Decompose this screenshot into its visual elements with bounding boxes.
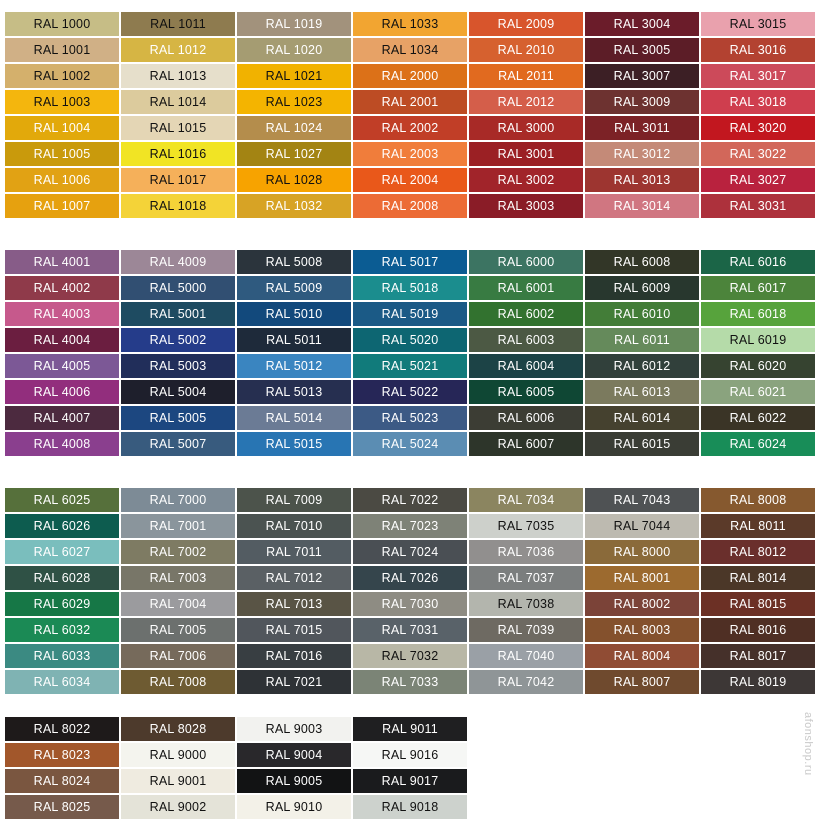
color-swatch: RAL 9017 [353,769,467,793]
color-swatch: RAL 7034 [469,488,583,512]
color-swatch: RAL 2012 [469,90,583,114]
color-swatch: RAL 1002 [5,64,119,88]
color-swatch: RAL 7021 [237,670,351,694]
color-swatch: RAL 6028 [5,566,119,590]
color-swatch: RAL 2001 [353,90,467,114]
color-swatch: RAL 5008 [237,250,351,274]
color-swatch: RAL 1023 [237,90,351,114]
color-swatch: RAL 3031 [701,194,815,218]
color-swatch: RAL 4003 [5,302,119,326]
color-swatch: RAL 2010 [469,38,583,62]
color-swatch: RAL 2009 [469,12,583,36]
color-swatch: RAL 7016 [237,644,351,668]
color-swatch: RAL 1027 [237,142,351,166]
color-swatch: RAL 2008 [353,194,467,218]
ral-block-3 [5,488,815,694]
color-swatch: RAL 1003 [5,90,119,114]
color-swatch: RAL 6001 [469,276,583,300]
color-swatch: RAL 4006 [5,380,119,404]
color-swatch: RAL 1019 [237,12,351,36]
color-swatch: RAL 2004 [353,168,467,192]
color-swatch: RAL 1018 [121,194,235,218]
color-swatch: RAL 8007 [585,670,699,694]
color-swatch: RAL 6027 [5,540,119,564]
color-swatch: RAL 1000 [5,12,119,36]
color-swatch: RAL 7005 [121,618,235,642]
color-swatch: RAL 5022 [353,380,467,404]
color-swatch: RAL 3000 [469,116,583,140]
color-swatch: RAL 6029 [5,592,119,616]
color-swatch: RAL 1007 [5,194,119,218]
color-swatch: RAL 3001 [469,142,583,166]
ral-block-2 [5,250,815,456]
color-swatch: RAL 9001 [121,769,235,793]
color-swatch: RAL 8002 [585,592,699,616]
color-swatch: RAL 7043 [585,488,699,512]
color-swatch: RAL 4001 [5,250,119,274]
color-swatch: RAL 6018 [701,302,815,326]
color-swatch: RAL 4005 [5,354,119,378]
color-swatch: RAL 3011 [585,116,699,140]
color-swatch: RAL 5017 [353,250,467,274]
color-swatch: RAL 7044 [585,514,699,538]
color-swatch: RAL 1001 [5,38,119,62]
ral-block-4 [5,717,467,819]
color-swatch: RAL 5015 [237,432,351,456]
color-swatch: RAL 5019 [353,302,467,326]
color-swatch: RAL 7031 [353,618,467,642]
color-swatch: RAL 4004 [5,328,119,352]
color-swatch: RAL 7024 [353,540,467,564]
color-swatch: RAL 5009 [237,276,351,300]
color-swatch: RAL 7012 [237,566,351,590]
color-swatch: RAL 8014 [701,566,815,590]
color-swatch: RAL 8003 [585,618,699,642]
color-swatch: RAL 8022 [5,717,119,741]
color-swatch: RAL 6005 [469,380,583,404]
color-swatch: RAL 6011 [585,328,699,352]
color-swatch: RAL 7011 [237,540,351,564]
color-swatch: RAL 9003 [237,717,351,741]
color-swatch: RAL 6008 [585,250,699,274]
color-swatch: RAL 5021 [353,354,467,378]
color-swatch: RAL 5002 [121,328,235,352]
color-swatch: RAL 6022 [701,406,815,430]
color-swatch: RAL 6024 [701,432,815,456]
color-swatch: RAL 9018 [353,795,467,819]
color-swatch: RAL 3007 [585,64,699,88]
color-swatch: RAL 3022 [701,142,815,166]
color-swatch: RAL 7004 [121,592,235,616]
color-swatch: RAL 6016 [701,250,815,274]
color-swatch: RAL 7040 [469,644,583,668]
color-swatch: RAL 5003 [121,354,235,378]
color-swatch: RAL 8015 [701,592,815,616]
color-swatch: RAL 7039 [469,618,583,642]
color-swatch: RAL 5007 [121,432,235,456]
color-swatch: RAL 1012 [121,38,235,62]
color-swatch: RAL 7038 [469,592,583,616]
color-swatch: RAL 5010 [237,302,351,326]
color-swatch: RAL 9016 [353,743,467,767]
color-swatch: RAL 6020 [701,354,815,378]
color-swatch: RAL 3017 [701,64,815,88]
color-swatch: RAL 1004 [5,116,119,140]
color-swatch: RAL 7010 [237,514,351,538]
color-swatch: RAL 6014 [585,406,699,430]
color-swatch: RAL 6017 [701,276,815,300]
color-swatch: RAL 5001 [121,302,235,326]
color-swatch: RAL 9002 [121,795,235,819]
color-swatch: RAL 7035 [469,514,583,538]
ral-block-1 [5,12,815,218]
color-swatch: RAL 9005 [237,769,351,793]
color-swatch: RAL 7037 [469,566,583,590]
color-swatch: RAL 7036 [469,540,583,564]
color-swatch: RAL 1032 [237,194,351,218]
color-swatch: RAL 3027 [701,168,815,192]
color-swatch: RAL 1013 [121,64,235,88]
color-swatch: RAL 5013 [237,380,351,404]
color-swatch: RAL 4009 [121,250,235,274]
color-swatch: RAL 6006 [469,406,583,430]
color-swatch: RAL 7009 [237,488,351,512]
color-swatch: RAL 3005 [585,38,699,62]
color-swatch: RAL 7023 [353,514,467,538]
color-swatch: RAL 3009 [585,90,699,114]
color-swatch: RAL 7015 [237,618,351,642]
color-swatch: RAL 4002 [5,276,119,300]
color-swatch: RAL 6000 [469,250,583,274]
color-swatch: RAL 7003 [121,566,235,590]
color-swatch: RAL 6032 [5,618,119,642]
color-swatch: RAL 1033 [353,12,467,36]
color-swatch: RAL 4008 [5,432,119,456]
color-swatch: RAL 6003 [469,328,583,352]
color-swatch: RAL 9000 [121,743,235,767]
color-swatch: RAL 3012 [585,142,699,166]
color-swatch: RAL 8023 [5,743,119,767]
color-swatch: RAL 6004 [469,354,583,378]
color-swatch: RAL 9010 [237,795,351,819]
color-swatch: RAL 1034 [353,38,467,62]
color-swatch: RAL 1020 [237,38,351,62]
color-swatch: RAL 6015 [585,432,699,456]
color-swatch: RAL 8019 [701,670,815,694]
watermark-text: afonshop.ru [802,712,814,776]
color-swatch: RAL 6002 [469,302,583,326]
color-swatch: RAL 6019 [701,328,815,352]
color-swatch: RAL 6007 [469,432,583,456]
color-swatch: RAL 6033 [5,644,119,668]
color-swatch: RAL 1015 [121,116,235,140]
color-swatch: RAL 2000 [353,64,467,88]
color-swatch: RAL 5005 [121,406,235,430]
color-swatch: RAL 8012 [701,540,815,564]
color-swatch: RAL 3015 [701,12,815,36]
color-swatch: RAL 8000 [585,540,699,564]
color-swatch: RAL 1006 [5,168,119,192]
color-swatch: RAL 7002 [121,540,235,564]
color-swatch: RAL 7006 [121,644,235,668]
color-swatch: RAL 7032 [353,644,467,668]
color-swatch: RAL 7013 [237,592,351,616]
color-swatch: RAL 5023 [353,406,467,430]
color-swatch: RAL 5014 [237,406,351,430]
color-swatch: RAL 9004 [237,743,351,767]
color-swatch: RAL 5018 [353,276,467,300]
color-swatch: RAL 3003 [469,194,583,218]
color-swatch: RAL 8011 [701,514,815,538]
color-swatch: RAL 5012 [237,354,351,378]
color-swatch: RAL 2003 [353,142,467,166]
color-swatch: RAL 5024 [353,432,467,456]
color-swatch: RAL 8004 [585,644,699,668]
color-swatch: RAL 7008 [121,670,235,694]
color-swatch: RAL 3016 [701,38,815,62]
color-swatch: RAL 7026 [353,566,467,590]
color-swatch: RAL 3013 [585,168,699,192]
color-swatch: RAL 7033 [353,670,467,694]
color-swatch: RAL 8001 [585,566,699,590]
color-swatch: RAL 5011 [237,328,351,352]
color-swatch: RAL 5020 [353,328,467,352]
color-swatch: RAL 7030 [353,592,467,616]
color-swatch: RAL 5000 [121,276,235,300]
color-swatch: RAL 6009 [585,276,699,300]
color-swatch: RAL 1014 [121,90,235,114]
color-swatch: RAL 6025 [5,488,119,512]
color-swatch: RAL 1028 [237,168,351,192]
color-swatch: RAL 8008 [701,488,815,512]
color-swatch: RAL 6021 [701,380,815,404]
color-swatch: RAL 2002 [353,116,467,140]
color-swatch: RAL 3018 [701,90,815,114]
color-swatch: RAL 2011 [469,64,583,88]
color-swatch: RAL 1021 [237,64,351,88]
color-swatch: RAL 6010 [585,302,699,326]
color-swatch: RAL 1016 [121,142,235,166]
color-swatch: RAL 8017 [701,644,815,668]
color-swatch: RAL 8025 [5,795,119,819]
color-swatch: RAL 7042 [469,670,583,694]
color-swatch: RAL 8016 [701,618,815,642]
color-swatch: RAL 7000 [121,488,235,512]
color-swatch: RAL 5004 [121,380,235,404]
color-swatch: RAL 6013 [585,380,699,404]
color-swatch: RAL 6012 [585,354,699,378]
color-swatch: RAL 3020 [701,116,815,140]
color-swatch: RAL 7022 [353,488,467,512]
color-swatch: RAL 1005 [5,142,119,166]
color-swatch: RAL 1011 [121,12,235,36]
color-swatch: RAL 3002 [469,168,583,192]
color-swatch: RAL 1017 [121,168,235,192]
color-swatch: RAL 6026 [5,514,119,538]
color-swatch: RAL 9011 [353,717,467,741]
color-swatch: RAL 1024 [237,116,351,140]
color-swatch: RAL 6034 [5,670,119,694]
color-swatch: RAL 3004 [585,12,699,36]
color-swatch: RAL 7001 [121,514,235,538]
color-swatch: RAL 8028 [121,717,235,741]
color-swatch: RAL 4007 [5,406,119,430]
color-swatch: RAL 8024 [5,769,119,793]
color-swatch: RAL 3014 [585,194,699,218]
